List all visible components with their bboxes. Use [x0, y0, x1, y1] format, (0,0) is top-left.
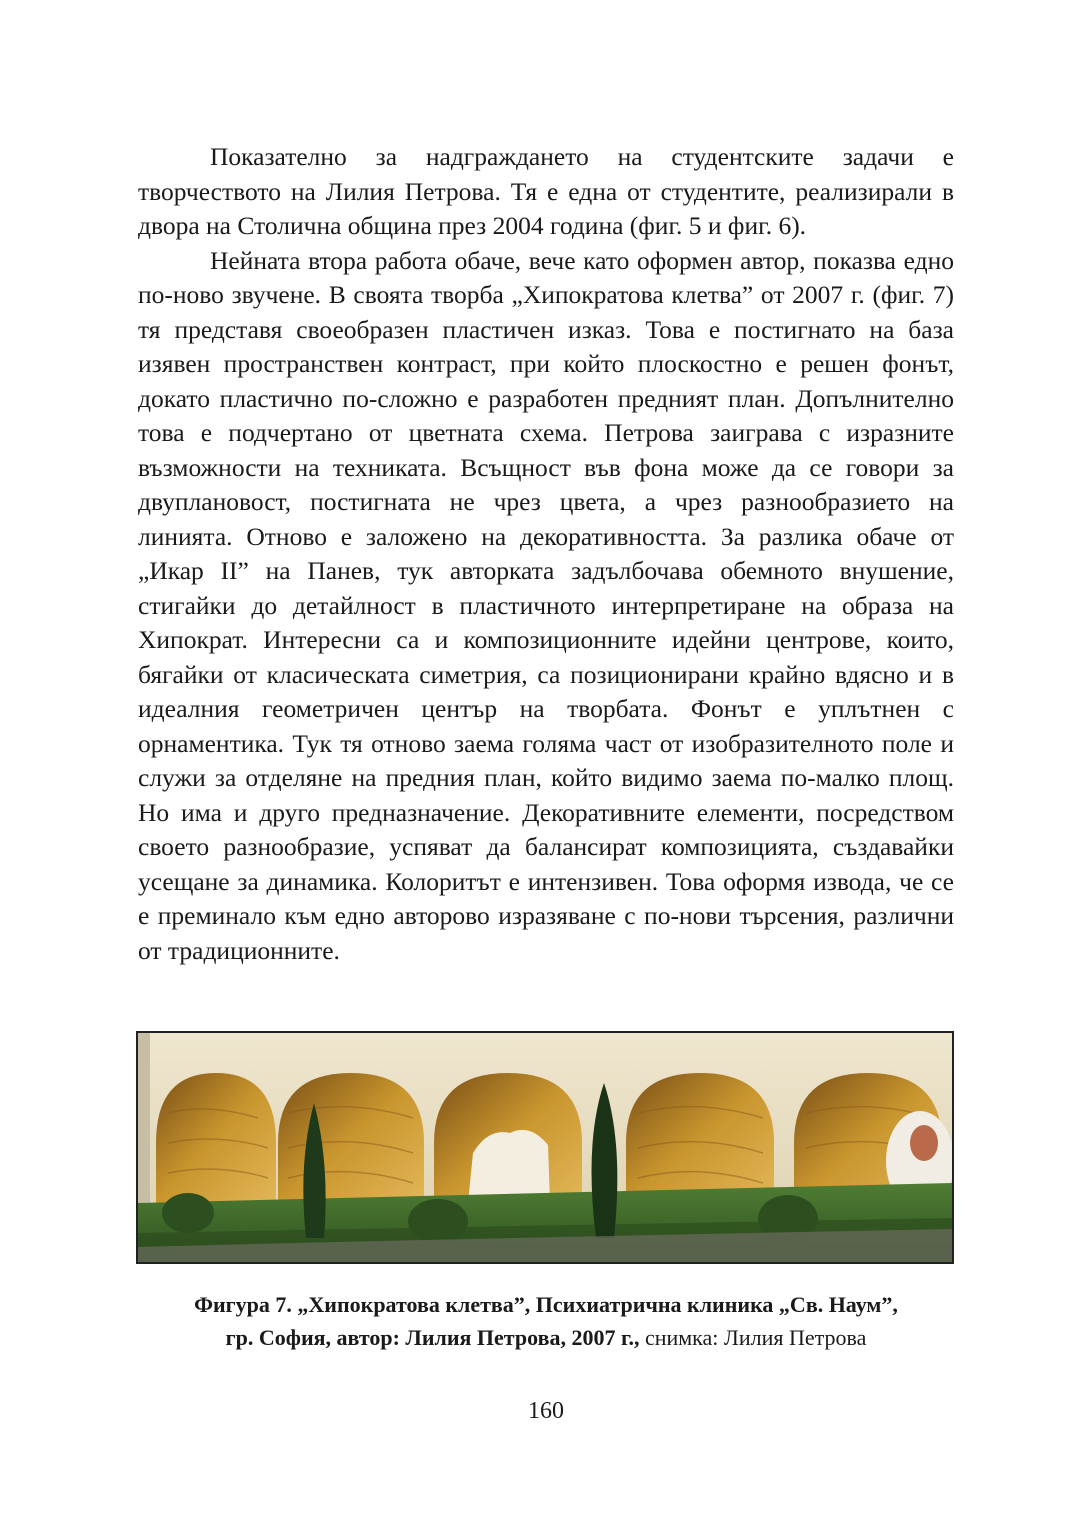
- mural-photo-illustration: [138, 1033, 952, 1262]
- caption-photo-credit: снимка: Лилия Петрова: [639, 1325, 867, 1350]
- figure-caption: [138, 1288, 954, 1354]
- page-number: 160: [528, 1398, 564, 1424]
- paragraph-2: Нейната втора работа обаче, вече като оформен автор, показва едно по-ново звучене. В своята творба „Хипократова клетва” от 2007 г. (фиг. 7) тя представя своеобразен пластичен изказ. Това е постигнато на база изявен пространствен контраст, при който плоскостно е решен фонът, докато пластично по-сложно е разработен предният план. Допълнително това е подчертано от цветната схема. Петрова заиграва с изразните възможности на техниката. Всъщност във фона може да се говори за двуплановост, постигната не чрез цвета, а чрез разнообразието на линията. Отново е заложено на декоративността. За разлика обаче от „Икар II” на Панев, тук авторката задълбочава обемното внушение, стигайки до детайлност в пластичното интерпретиране на образа на Хипократ. Интересни са и композиционните идейни центрове, които, бягайки от класическата симетрия, са позиционирани крайно вдясно и в идеалния геометричен център на творбата. Фонът е уплътнен с орнаментика. Тук тя отново заема голяма част от изобразителното поле и служи за отделяне на предния план, който видимо заема по-малко площ. Но има и друго предназначение. Декоративните елементи, посредством своето разнообразие, успяват да балансират композицията, създавайки усещане за динамика. Колоритът е интензивен. Това оформя извода, че се е преминало към едно авторово изразяване с по-нови търсения, различни от традиционните.: [138, 245, 954, 965]
- paragraph-1: Показателно за надграждането на студентските задачи е творчеството на Лилия Петрова. Тя е една от студентите, реализирали в двора на Столична община през 2004 година (фиг. 5 и фиг. 6).: [138, 142, 954, 240]
- figure-photo: [136, 1031, 954, 1264]
- caption-line-2: гр. София, автор: Лилия Петрова, 2007 г.,: [225, 1325, 640, 1350]
- text-body: [138, 140, 954, 968]
- caption-line-1: Фигура 7. „Хипократова клетва”, Психиатрична клиника „Св. Наум”,: [194, 1292, 898, 1317]
